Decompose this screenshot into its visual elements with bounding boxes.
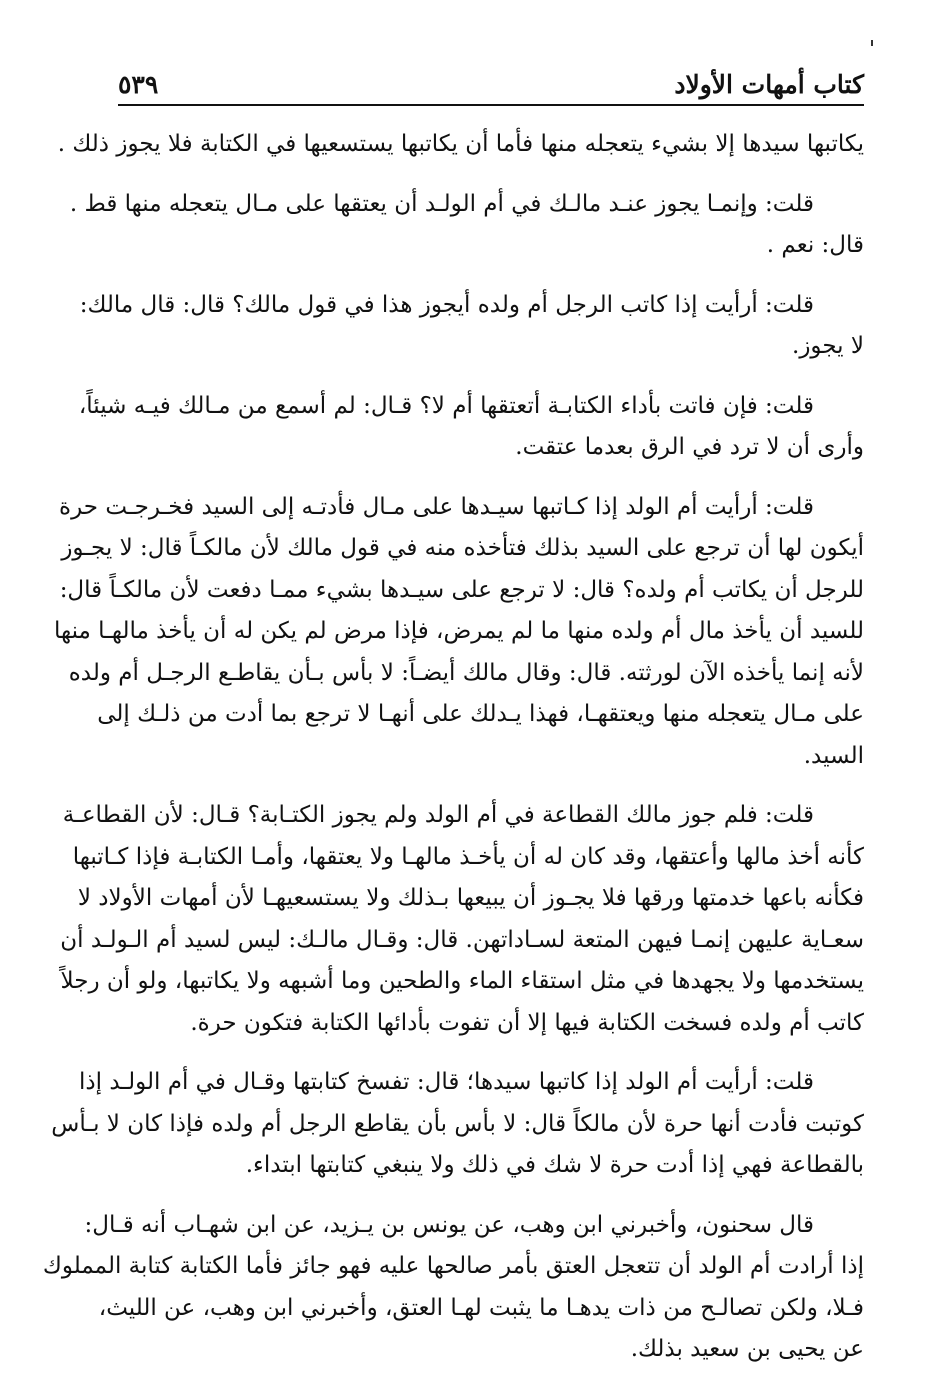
text-line: لا يجوز. <box>792 333 864 359</box>
page-header <box>118 62 864 102</box>
text-line: بالقطاعة فهي إذا أدت حرة لا شك في ذلك ولا ينبغي كتابتها ابتداء. <box>245 1152 864 1178</box>
text-line: كأنه أخذ مالها وأعتقها، وقد كان له أن يأخـذ مالهـا ولا يعتقها، وأمـا الكتابـة فإذا كـاتبها <box>72 843 864 870</box>
text-line: قلت: أرأيت إذا كاتب الرجل أم ولده أيجوز هذا في قول مالك؟ قال: قال مالك: <box>79 291 814 318</box>
text-line: قال سحنون، وأخبرني ابن وهب، عن يونس بن يـزيد، عن ابن شهـاب أنه قـال: <box>84 1211 814 1238</box>
paragraph-8 <box>42 1205 864 1371</box>
page-title: كتاب أمهات الأولاد <box>674 70 864 99</box>
header-rule <box>118 104 864 106</box>
page-number: ٥٣٩ <box>118 70 159 99</box>
text-line: أيكون لها أن ترجع على السيد بذلك فتأخذه منه في قول مالك لأن مالكـاً قال: لا يجـوز <box>61 535 864 561</box>
text-line: قلت: وإنمـا يجوز عنـد مالـك في أم الولـد أن يعتقها على مـال يتعجله منها قط . <box>69 190 814 217</box>
text-line: إذا أرادت أم الولد أن تتعجل العتق بأمر صالحها عليه فهو جائز فأما الكتابة كتابة المملوك <box>42 1253 864 1279</box>
text-line: كوتبت فأدت أنها حرة لأن مالكاً قال: لا بأس بأن يقاطع الرجل أم ولده فإذا كان لا بـأس <box>51 1110 864 1137</box>
text-line: على مـال يتعجله منها ويعتقهـا، فهذا يـدلك على أنهـا لا ترجع بما أدت من ذلـك إلى <box>97 701 864 727</box>
text-line: كاتب أم ولده فسخت الكتابة فيها إلا أن تفوت بأدائها الكتابة فتكون حرة. <box>190 1009 864 1036</box>
body-text <box>42 124 864 1389</box>
text-line: وأرى أن لا ترد في الرق بعدما عتقت. <box>515 434 864 460</box>
text-line: عن يحيى بن سعيد بذلك. <box>630 1336 864 1362</box>
text-line: للسيد أن يأخذ مال أم ولده منها ما لم يمرض، فإذا مرض لم يكن له أن يأخذ مالهـا منها <box>53 618 864 644</box>
margin-mark <box>871 40 873 46</box>
paragraph-7 <box>51 1062 864 1187</box>
paragraph-6 <box>60 795 864 1044</box>
text-line: يكاتبها سيدها إلا بشيء يتعجله منها فأما أن يكاتبها يستسعيها في الكتابة فلا يجوز ذلك . <box>57 131 864 157</box>
text-line: يستخدمها ولا يجهدها في مثل استقاء الماء والطحين وما أشبهه ولا يكاتبها، ولو أن رجلاً <box>60 968 864 994</box>
text-line: للرجل أن يكاتب أم ولده؟ قال: لا ترجع على سيـدها بشيء ممـا دفعت لأن مالكـاً قال: <box>59 576 864 603</box>
text-line: قال: نعم . <box>766 232 864 258</box>
paragraph-1 <box>57 124 864 166</box>
text-line: قلت: أرأيت أم الولد إذا كـاتبها سيـدها على مـال فأدتـه إلى السيد فخـرجـت حرة <box>59 493 814 520</box>
paragraph-5 <box>53 487 864 778</box>
text-line: فكأنه باعها خدمتها ورقها فلا يجـوز أن يبيعها بـذلك ولا يستسعيهـا لأن أمهات الأولاد لا <box>77 885 864 911</box>
text-line: سعـاية عليهن إنمـا فيهن المتعة لسـاداتهن. قال: وقـال مالـك: ليس لسيد أم الـولـد أن <box>60 926 864 953</box>
paragraph-3 <box>79 285 864 368</box>
text-line: لأنه إنما يأخذه الآن لورثته. قال: وقال مالك أيضـاً: لا بأس بـأن يقاطـع الرجـل أم ولده <box>68 659 864 686</box>
paragraph-2 <box>69 184 864 267</box>
text-line: قلت: فإن فاتت بأداء الكتابـة أتعتقها أم لا؟ قـال: لم أسمع من مـالك فيـه شيئاً، <box>78 392 814 419</box>
text-line: قلت: أرأيت أم الولد إذا كاتبها سيدها؛ قال: تفسخ كتابتها وقـال في أم الولـد إذا <box>78 1069 814 1095</box>
text-line: السيد. <box>803 742 864 769</box>
paragraph-4 <box>78 386 864 469</box>
text-line: قلت: فلم جوز مالك القطاعة في أم الولد ولم يجوز الكتـابة؟ قـال: لأن القطاعـة <box>62 802 814 828</box>
text-line: فـلا، ولكن تصالـح من ذات يدهـا ما يثبت لهـا العتق، وأخبرني ابن وهب، عن الليث، <box>98 1294 864 1321</box>
